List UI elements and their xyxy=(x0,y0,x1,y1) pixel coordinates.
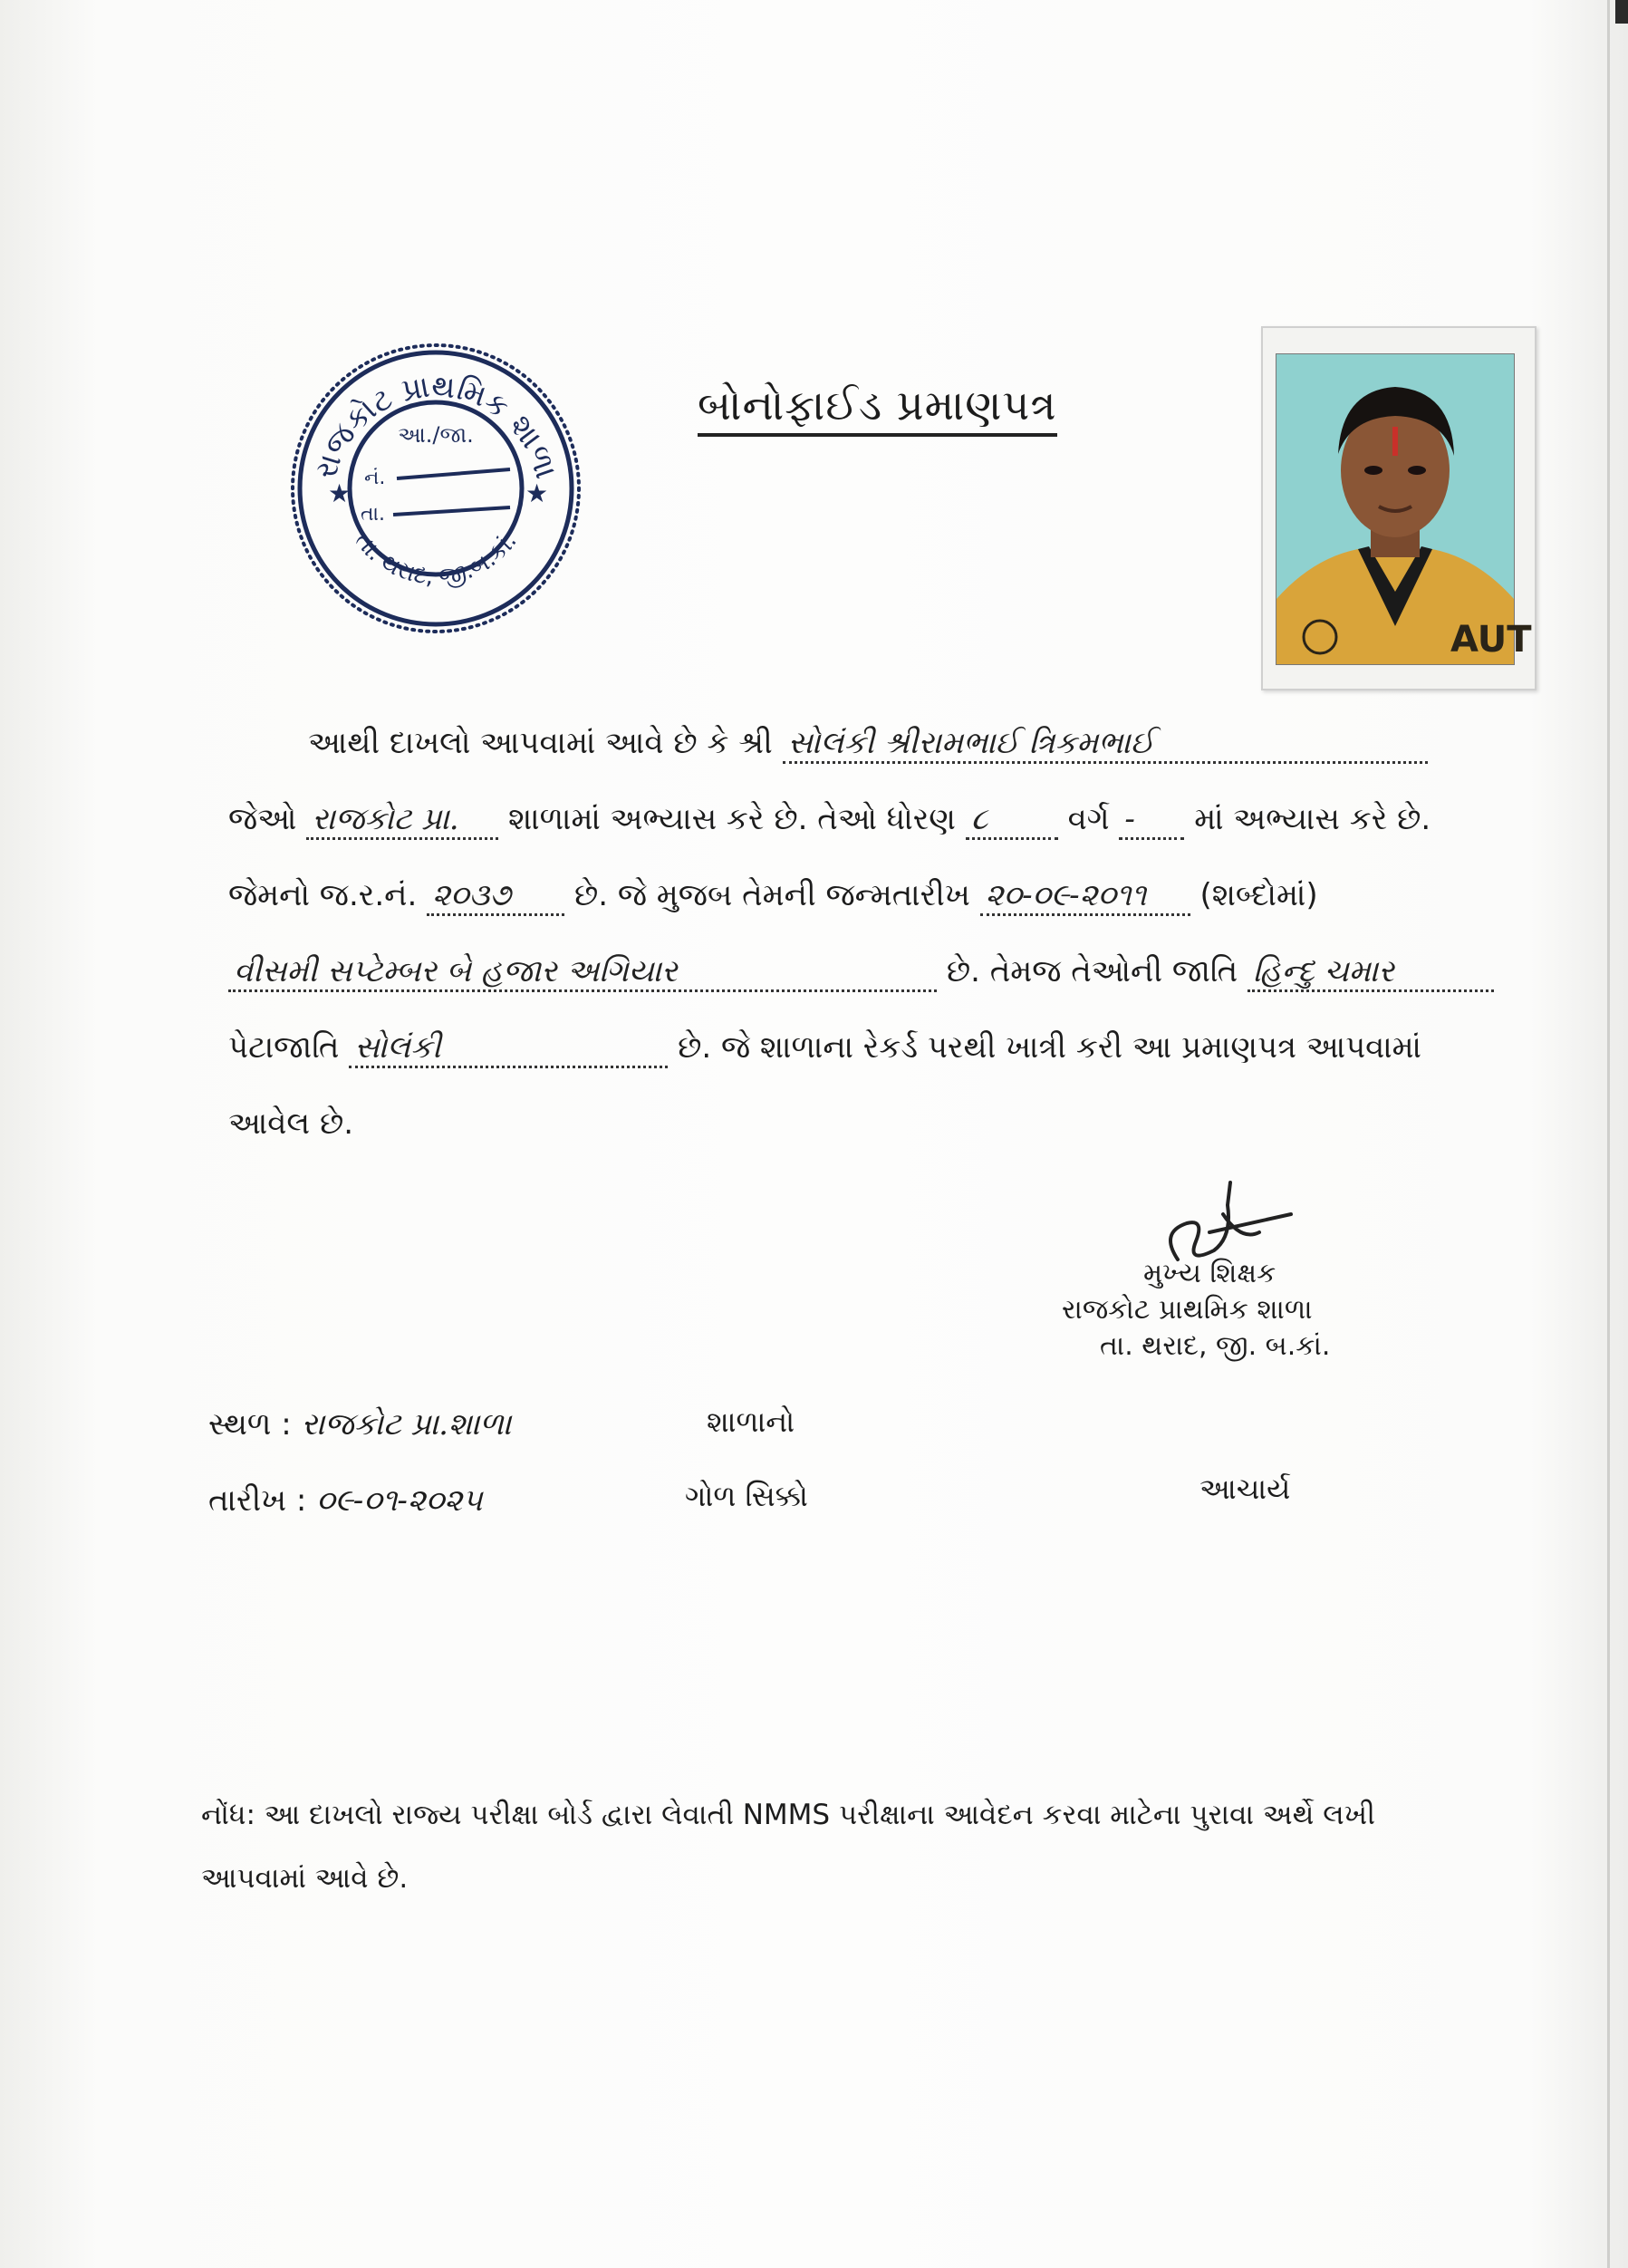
seal-label-1: શાળાનો xyxy=(707,1404,795,1439)
stamp-date-line xyxy=(393,507,510,515)
dob-field: ૨૦-૦૯-૨૦૧૧ xyxy=(980,877,1190,916)
gr-number-field: ૨૦૩૭ xyxy=(427,877,564,916)
shirt-text: AUT xyxy=(1450,619,1532,661)
line2-b: શાળામાં અભ્યાસ કરે છે. તેઓ ધોરણ xyxy=(508,801,956,837)
body-line-4 xyxy=(228,953,1494,992)
signatory-address: તા. થરાદ, જી. બ.કાં. xyxy=(1100,1330,1331,1362)
document-title: બોનોફાઈડ પ્રમાણપત્ર xyxy=(698,381,1057,437)
student-portrait-image xyxy=(1276,354,1532,664)
student-photo-frame xyxy=(1261,326,1536,690)
body-line-5 xyxy=(228,1029,1421,1068)
body-line-1 xyxy=(308,725,1428,764)
caste-field: હિન્દુ ચમાર xyxy=(1247,953,1494,992)
page-edge xyxy=(1607,0,1610,2268)
body-line-3 xyxy=(228,877,1318,916)
line2-d: માં અભ્યાસ કરે છે. xyxy=(1194,801,1431,837)
stamp-inner-top: આ./જા. xyxy=(398,422,474,448)
date-value: ૦૯-૦૧-૨૦૨૫ xyxy=(316,1482,483,1519)
signatory-role: મુખ્ય શિક્ષક xyxy=(1143,1258,1276,1289)
svg-text:તા. થરાદ, જી.બ.કાં. xyxy=(349,527,522,591)
stamp-outer-text: રાજકોટ પ્રાથમિક શાળા xyxy=(307,368,564,484)
seal-label-2: ગોળ સિક્કો xyxy=(685,1479,808,1513)
line3-b: છે. જે મુજબ તેમની જન્મતારીખ xyxy=(573,877,970,913)
student-name-field: સોલંકી શ્રીરામભાઈ ત્રિકમભાઈ xyxy=(783,725,1428,764)
place-row xyxy=(208,1406,511,1443)
stamp-no-label: નં. xyxy=(364,467,386,489)
place-label: સ્થળ : xyxy=(208,1406,292,1443)
principal-label: આચાર્ય xyxy=(1199,1472,1291,1506)
subcaste-field: સોલંકી xyxy=(349,1029,668,1068)
place-value: રાજકોટ પ્રા.શાળા xyxy=(301,1406,512,1443)
line3-a: જેમનો જ.ર.નં. xyxy=(228,877,418,913)
scan-corner-mark xyxy=(1615,0,1628,24)
stamp-star-left: ★ xyxy=(328,478,352,508)
line2-c: વર્ગ xyxy=(1067,801,1110,837)
stamp-date-label: તા. xyxy=(361,503,385,526)
school-stamp xyxy=(288,341,583,636)
class-field: - xyxy=(1119,801,1184,840)
signatory-school: રાજકોટ પ્રાથમિક શાળા xyxy=(1062,1294,1313,1326)
date-row xyxy=(208,1482,483,1519)
body-line-2 xyxy=(228,801,1431,840)
date-label: તારીખ : xyxy=(208,1482,307,1519)
stamp-bottom-text: તા. થરાદ, જી.બ.કાં. xyxy=(349,527,523,592)
stamp-star-right: ★ xyxy=(525,478,549,508)
student-photo xyxy=(1276,353,1532,665)
line5-b: છે. જે શાળાના રેકર્ડ પરથી ખાત્રી કરી આ પ્રમાણપત્ર આપવામાં xyxy=(678,1029,1421,1066)
footnote: નોંધ: આ દાખલો રાજ્ય પરીક્ષા બોર્ડ દ્વારા લેવાતી NMMS પરીક્ષાના આવેદન કરવા માટેના પુરાવા અર્થે લખી આપવામાં આવે છે. xyxy=(201,1799,1375,1895)
stamp-no-line xyxy=(397,469,510,478)
school-name-field: રાજકોટ પ્રા. xyxy=(306,801,498,840)
dob-words-field: વીસમી સપ્ટેમ્બર બે હજાર અગિયાર xyxy=(228,953,937,992)
line4-b: છે. તેમજ તેઓની જાતિ xyxy=(946,953,1238,989)
standard-field: ૮ xyxy=(966,801,1058,840)
line5-a: પેટાજાતિ xyxy=(228,1029,340,1066)
line1-prefix: આથી દાખલો આપવામાં આવે છે કે શ્રી xyxy=(308,725,773,761)
body-line-6: આવેલ છે. xyxy=(228,1105,354,1142)
line2-a: જેઓ xyxy=(228,801,297,837)
line3-c: (શબ્દોમાં) xyxy=(1199,877,1318,913)
